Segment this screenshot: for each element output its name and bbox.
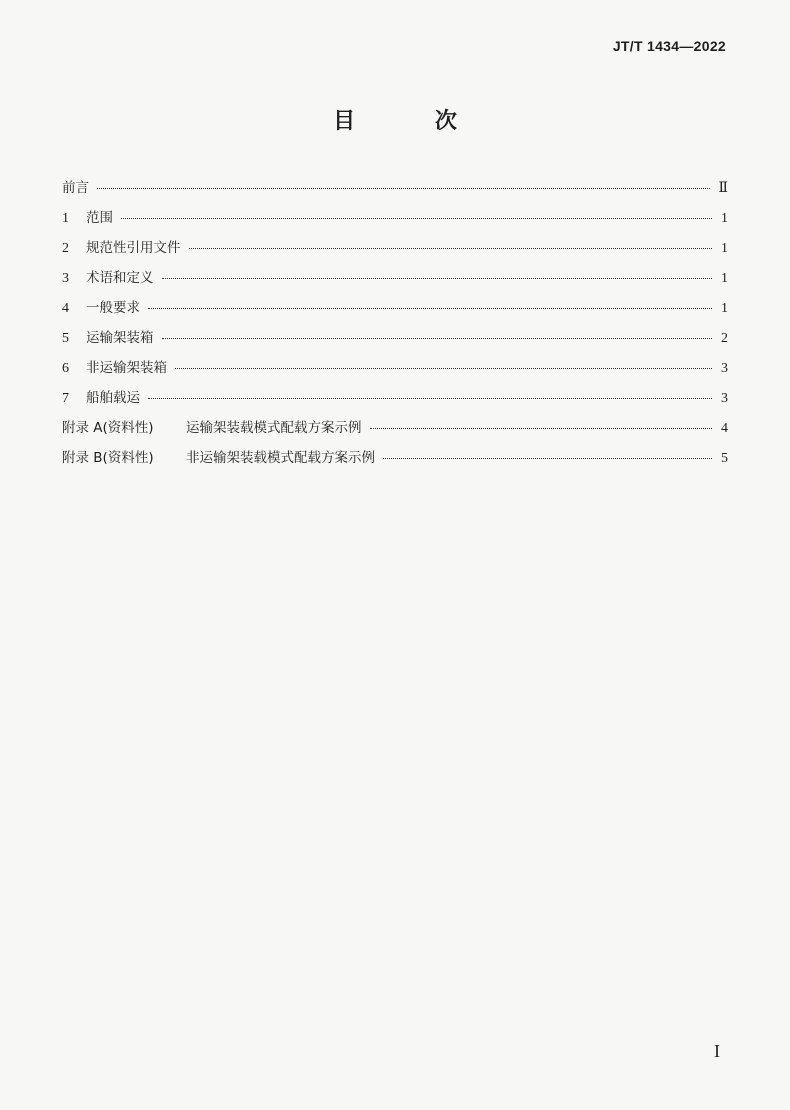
toc-entry-page: 2	[721, 331, 728, 346]
toc-entry-6[interactable]	[62, 356, 728, 386]
toc-entry-page: 3	[721, 391, 728, 406]
toc-leader-dots	[148, 308, 712, 309]
toc-entry-label: 运输架装箱	[86, 330, 154, 346]
toc-entry-label: 运输架装载模式配载方案示例	[186, 420, 362, 436]
toc-entry-page: 1	[721, 271, 728, 286]
toc-entry-label: 船舶载运	[86, 390, 140, 406]
toc-entry-page: 4	[721, 421, 728, 436]
page-number: I	[714, 1041, 720, 1061]
toc-leader-dots	[370, 428, 713, 429]
toc-leader-dots	[162, 278, 713, 279]
toc-entry-label: 范围	[86, 210, 113, 226]
toc-entry-label: 前言	[62, 180, 89, 196]
toc-entry-number: 5	[62, 331, 69, 346]
toc-entry-number: 3	[62, 271, 69, 286]
toc-entry-7[interactable]	[62, 386, 728, 416]
toc-entry-page: 1	[721, 241, 728, 256]
toc-entry-1[interactable]	[62, 206, 728, 236]
toc-entry-label: 非运输架装箱	[86, 360, 167, 376]
toc-entry-number: 1	[62, 211, 69, 226]
appendix-prefix: 附录 A(资料性)	[62, 420, 154, 436]
standard-code: JT/T 1434—2022	[612, 38, 726, 54]
toc-entry-5[interactable]	[62, 326, 728, 356]
table-of-contents	[62, 176, 728, 476]
toc-entry-label: 规范性引用文件	[86, 240, 181, 256]
toc-entry-number: 2	[62, 241, 69, 256]
toc-entry-page: 1	[721, 301, 728, 316]
page-title: 目 次	[333, 109, 493, 134]
toc-entry-3[interactable]	[62, 266, 728, 296]
toc-entry-label: 一般要求	[86, 300, 140, 316]
toc-entry-number: 7	[62, 391, 69, 406]
toc-entry-page: 3	[721, 361, 728, 376]
toc-entry-foreword[interactable]	[62, 176, 728, 206]
toc-entry-label: 非运输架装载模式配载方案示例	[186, 450, 375, 466]
toc-leader-dots	[383, 458, 712, 459]
toc-leader-dots	[97, 188, 710, 189]
toc-entry-label: 术语和定义	[86, 270, 154, 286]
toc-entry-page: 5	[721, 451, 728, 466]
toc-leader-dots	[175, 368, 712, 369]
toc-entry-page: Ⅱ	[718, 181, 728, 196]
toc-entry-appendix-a[interactable]	[62, 416, 728, 446]
toc-entry-page: 1	[721, 211, 728, 226]
appendix-prefix: 附录 B(资料性)	[62, 450, 154, 466]
toc-entry-appendix-b[interactable]	[62, 446, 728, 476]
toc-leader-dots	[121, 218, 712, 219]
toc-entry-number: 6	[62, 361, 69, 376]
toc-leader-dots	[148, 398, 712, 399]
toc-entry-number: 4	[62, 301, 69, 316]
toc-leader-dots	[189, 248, 713, 249]
toc-entry-2[interactable]	[62, 236, 728, 266]
toc-entry-4[interactable]	[62, 296, 728, 326]
toc-leader-dots	[162, 338, 713, 339]
